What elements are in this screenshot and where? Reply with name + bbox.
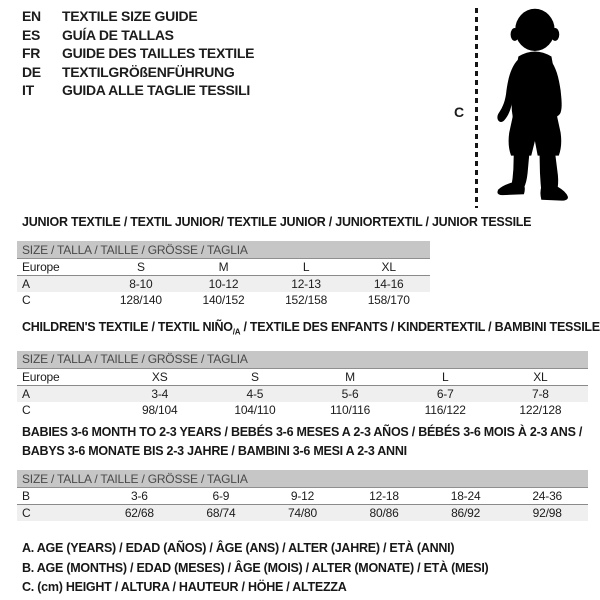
footnote-list bbox=[22, 539, 488, 598]
size-cell: XS bbox=[112, 368, 207, 385]
language-guide-item bbox=[22, 7, 254, 26]
size-cell: 92/98 bbox=[506, 505, 588, 522]
language-label: TEXTILGRÖßENFÜHRUNG bbox=[62, 63, 235, 80]
size-cell: 9-12 bbox=[262, 488, 344, 505]
size-cell: M bbox=[182, 259, 265, 276]
size-header-bar: SIZE / TALLA / TAILLE / GRÖSSE / TAGLIA bbox=[17, 351, 588, 369]
size-header-row bbox=[17, 470, 588, 488]
language-code: EN bbox=[22, 8, 41, 24]
table-title-babies bbox=[22, 423, 600, 461]
language-code: IT bbox=[22, 82, 34, 98]
size-cell: 74/80 bbox=[262, 505, 344, 522]
size-cell: 8-10 bbox=[100, 276, 183, 293]
language-label: GUIDA ALLE TAGLIE TESSILI bbox=[62, 82, 250, 98]
size-cell: XL bbox=[347, 259, 430, 276]
table-row-a bbox=[17, 276, 430, 293]
size-cell: S bbox=[207, 368, 302, 385]
size-cell: L bbox=[265, 259, 348, 276]
row-label: Europe bbox=[17, 368, 112, 385]
size-table-children bbox=[17, 351, 588, 418]
footnote-item: A. AGE (YEARS) / EDAD (AÑOS) / ÂGE (ANS) / ALTER (JAHRE) / ETÀ (ANNI) bbox=[22, 541, 455, 555]
table-row-a bbox=[17, 385, 588, 402]
size-cell: 12-18 bbox=[343, 488, 425, 505]
size-cell: 10-12 bbox=[182, 276, 265, 293]
toddler-silhouette-icon bbox=[488, 6, 580, 208]
language-code: ES bbox=[22, 26, 41, 43]
table-title-line: BABYS 3-6 MONATE BIS 2-3 JAHRE / BAMBINI 3-6 MESI A 2-3 ANNI bbox=[22, 444, 407, 458]
size-cell: 86/92 bbox=[425, 505, 507, 522]
language-guide-item bbox=[22, 26, 254, 45]
row-label: C bbox=[17, 505, 99, 522]
height-measure-label: C bbox=[454, 104, 465, 120]
size-cell: 3-6 bbox=[99, 488, 181, 505]
size-header-bar: SIZE / TALLA / TAILLE / GRÖSSE / TAGLIA bbox=[17, 470, 588, 488]
size-cell: XL bbox=[493, 368, 588, 385]
size-cell: 24-36 bbox=[506, 488, 588, 505]
table-row-europe bbox=[17, 259, 430, 276]
size-table-babies bbox=[17, 470, 588, 521]
row-label: A bbox=[17, 276, 100, 293]
size-cell: 128/140 bbox=[119, 293, 162, 307]
size-cell: 80/86 bbox=[343, 505, 425, 522]
size-header-bar: SIZE / TALLA / TAILLE / GRÖSSE / TAGLIA bbox=[17, 241, 430, 259]
size-cell: 7-8 bbox=[493, 385, 588, 402]
size-header-row bbox=[17, 241, 430, 259]
size-cell: 140/152 bbox=[202, 293, 245, 307]
language-label: TEXTILE SIZE GUIDE bbox=[62, 8, 198, 24]
language-code: FR bbox=[22, 45, 41, 61]
size-cell: 104/110 bbox=[234, 402, 276, 417]
size-cell: 3-4 bbox=[112, 385, 207, 402]
table-row-europe bbox=[17, 368, 588, 385]
language-label: GUÍA DE TALLAS bbox=[62, 26, 174, 43]
size-table-section-junior bbox=[0, 213, 600, 308]
size-cell: 12-13 bbox=[265, 276, 348, 293]
row-label: C bbox=[22, 293, 31, 307]
language-label: GUIDE DES TAILLES TEXTILE bbox=[62, 45, 255, 61]
height-measure-dashed-line bbox=[475, 8, 478, 208]
size-table-section-children bbox=[0, 318, 600, 418]
table-row-c bbox=[17, 292, 430, 308]
table-row-c bbox=[17, 402, 588, 418]
size-cell: 122/128 bbox=[519, 402, 562, 417]
table-title-junior bbox=[22, 213, 600, 232]
size-cell: L bbox=[398, 368, 493, 385]
size-cell: 6-7 bbox=[398, 385, 493, 402]
size-cell: 152/158 bbox=[285, 293, 328, 307]
row-label: C bbox=[22, 402, 31, 417]
language-code: DE bbox=[22, 63, 41, 80]
size-cell: 116/122 bbox=[424, 402, 466, 417]
size-cell: 62/68 bbox=[99, 505, 181, 522]
baby-figure-area bbox=[452, 6, 584, 212]
table-row-b bbox=[17, 488, 588, 505]
footnote-item: B. AGE (MONTHS) / EDAD (MESES) / ÂGE (MOIS) / ALTER (MONATE) / ETÀ (MESI) bbox=[22, 560, 489, 575]
size-table-section-babies bbox=[0, 423, 600, 521]
size-cell: 6-9 bbox=[180, 488, 262, 505]
size-header-row bbox=[17, 351, 588, 369]
size-cell: 110/116 bbox=[329, 402, 371, 417]
language-guide-item bbox=[22, 44, 254, 63]
size-cell: 4-5 bbox=[207, 385, 302, 402]
language-guide-item bbox=[22, 81, 254, 100]
row-label: A bbox=[17, 385, 112, 402]
title-subscript: /A bbox=[232, 327, 241, 337]
language-guide-item bbox=[22, 63, 254, 82]
size-cell: S bbox=[100, 259, 183, 276]
size-table-junior bbox=[17, 241, 430, 308]
table-title-line: CHILDREN'S TEXTILE / TEXTIL $NIÑO_{/A}$ / TEXTILE DES ENFANTS / KINDERTEXTIL / BAMBINI TESSILE bbox=[22, 320, 600, 337]
footnote-item: C. (cm) HEIGHT / ALTURA / HAUTEUR / HÖHE / ALTEZZA bbox=[22, 580, 347, 594]
table-row-c bbox=[17, 505, 588, 522]
size-cell: 18-24 bbox=[425, 488, 507, 505]
size-cell: 5-6 bbox=[302, 385, 397, 402]
size-cell: 158/170 bbox=[367, 293, 410, 307]
row-label: Europe bbox=[17, 259, 100, 276]
size-cell: 14-16 bbox=[347, 276, 430, 293]
size-cell: M bbox=[302, 368, 397, 385]
table-title-children bbox=[22, 318, 600, 342]
size-cell: 98/104 bbox=[141, 402, 178, 417]
size-cell: 68/74 bbox=[180, 505, 262, 522]
table-title-line: JUNIOR TEXTILE / TEXTIL JUNIOR/ TEXTILE JUNIOR / JUNIORTEXTIL / JUNIOR TESSILE bbox=[22, 215, 532, 229]
language-guide-list bbox=[22, 7, 254, 100]
table-title-line: BABIES 3-6 MONTH TO 2-3 YEARS / BEBÉS 3-6 MESES A 2-3 AÑOS / BÉBÉS 3-6 MOIS À 2-3 ANS / bbox=[22, 425, 583, 439]
row-label: B bbox=[17, 488, 99, 505]
